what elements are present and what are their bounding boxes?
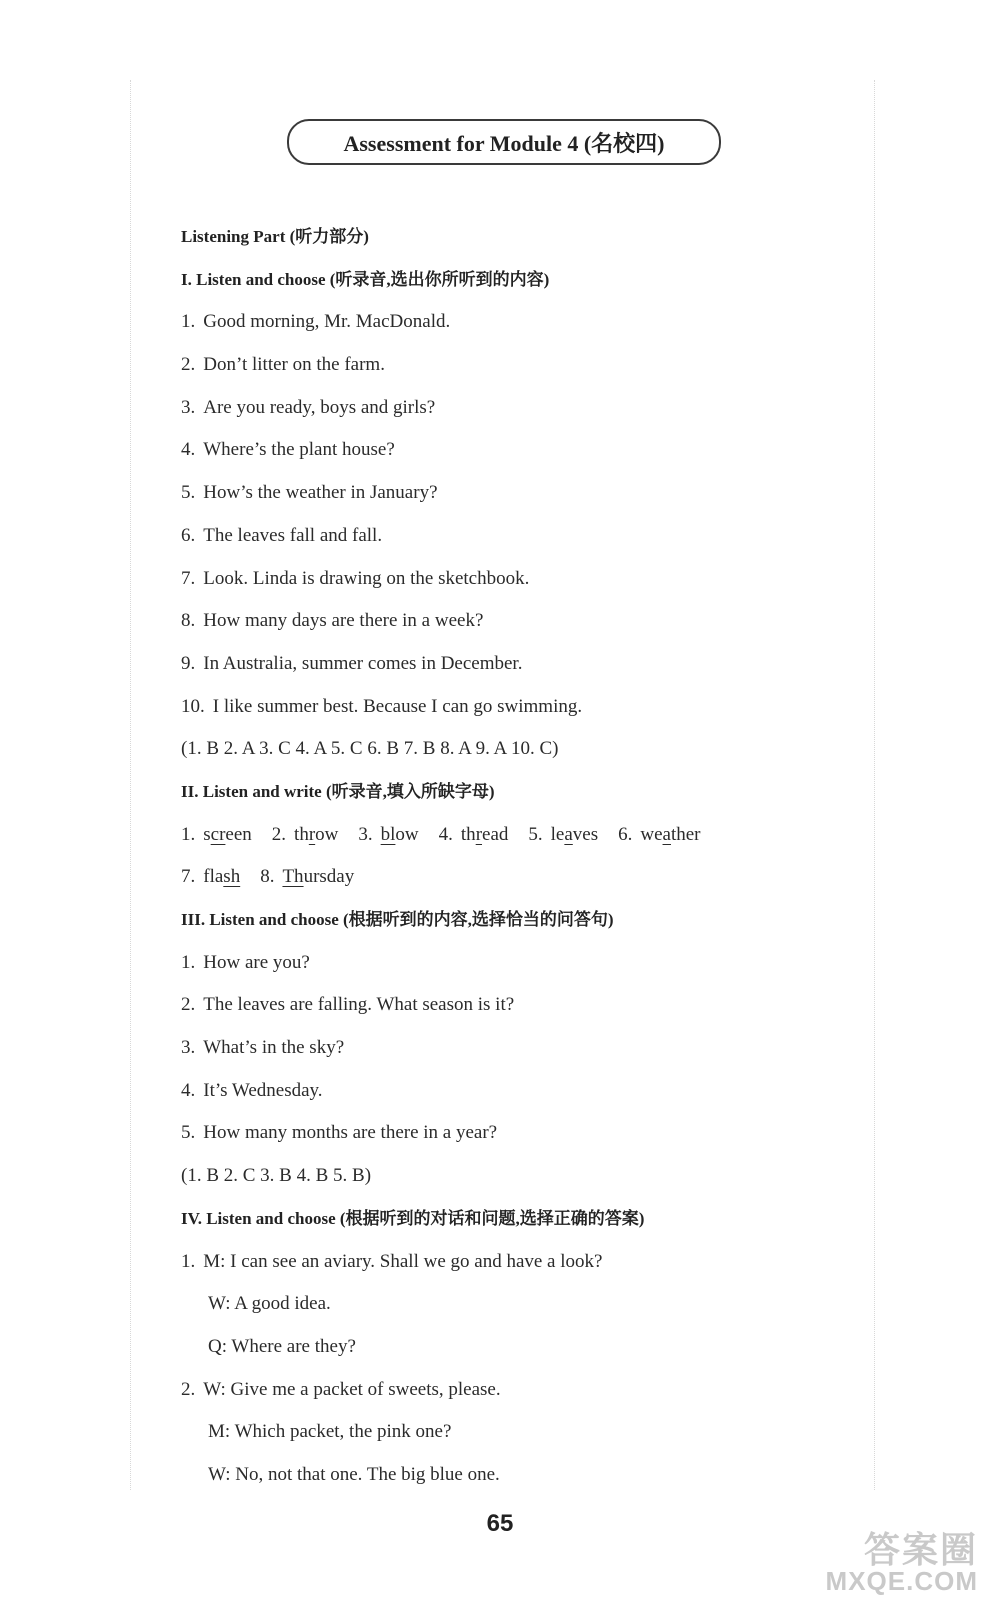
item-text: M: I can see an aviary. Shall we go and have a look? — [203, 1250, 603, 1272]
word-part: ow — [395, 823, 419, 845]
item-text: Don’t litter on the farm. — [203, 354, 385, 376]
word — [381, 824, 419, 845]
item-number: 1. — [181, 823, 196, 845]
list-item — [181, 1112, 861, 1155]
section-heading: III. Listen and choose (根据听到的内容,选择恰当的问答句) — [181, 910, 614, 929]
list-item — [181, 942, 861, 985]
item-number: 3. — [181, 396, 196, 418]
item-text: Are you ready, boys and girls? — [203, 396, 436, 418]
item-number: 4. — [181, 1079, 196, 1101]
item-number: 1. — [181, 1250, 196, 1272]
item-number: 7. — [181, 567, 196, 589]
answer-content — [181, 216, 861, 1497]
item-number: 2. — [181, 1378, 196, 1400]
list-item — [181, 984, 861, 1027]
missing-letters: sh — [223, 866, 241, 888]
section-heading: I. Listen and choose (听录音,选出你所听到的内容) — [181, 269, 550, 289]
item-number: 5. — [181, 1122, 196, 1144]
list-item — [181, 515, 861, 558]
item-number: 8. — [260, 866, 275, 888]
item-text: W: Give me a packet of sweets, please. — [203, 1378, 501, 1400]
watermark-en: MXQE.COM — [825, 1566, 978, 1596]
item-number: 9. — [181, 652, 196, 674]
dialogue-line: W: A good idea. — [208, 1293, 331, 1315]
answer-key: (1. B 2. C 3. B 4. B 5. B) — [181, 1165, 372, 1187]
item-text: In Australia, summer comes in December. — [203, 652, 523, 674]
item-text: Good morning, Mr. MacDonald. — [203, 311, 451, 333]
item-number: 3. — [181, 1037, 196, 1059]
watermark-cn: 答案圈 — [863, 1529, 978, 1570]
assessment-title-text: Assessment for Module 4 (名校四) — [343, 130, 665, 156]
word-part: ves — [572, 823, 599, 845]
item-number: 10. — [181, 695, 205, 717]
answer-words-row — [181, 814, 861, 857]
item-number: 2. — [181, 994, 196, 1016]
right-margin-line — [874, 80, 875, 1490]
missing-letters: cr — [210, 823, 226, 845]
dialogue-line: Q: Where are they? — [208, 1335, 356, 1357]
list-item — [181, 643, 861, 686]
item-text: Look. Linda is drawing on the sketchbook. — [203, 567, 530, 589]
item-number: 7. — [181, 866, 196, 888]
item-number: 5. — [528, 823, 543, 845]
item-text: It’s Wednesday. — [203, 1079, 323, 1101]
item-number: 6. — [181, 524, 196, 546]
word-part: s — [203, 823, 211, 845]
word — [203, 866, 240, 887]
list-item — [181, 1241, 861, 1284]
missing-letters: r — [475, 823, 483, 845]
word-part: fla — [203, 866, 224, 888]
list-item — [181, 1070, 861, 1113]
missing-letters: bl — [380, 823, 396, 845]
word — [203, 824, 252, 845]
item-number: 8. — [181, 610, 196, 632]
answer-key: (1. B 2. A 3. C 4. A 5. C 6. B 7. B 8. A 9. A 10. C) — [181, 738, 559, 760]
list-item — [181, 1027, 861, 1070]
word-part: le — [550, 823, 565, 845]
item-text: Where’s the plant house? — [203, 439, 395, 461]
list-item — [181, 686, 861, 729]
list-item — [181, 301, 861, 344]
missing-letters: r — [308, 823, 316, 845]
item-number: 2. — [181, 354, 196, 376]
item-number: 1. — [181, 951, 196, 973]
word-part: ead — [482, 823, 509, 845]
answer-word — [439, 814, 509, 857]
section-heading: II. Listen and write (听录音,填入所缺字母) — [181, 781, 495, 801]
left-margin-line — [130, 80, 131, 1490]
list-item — [181, 1369, 861, 1412]
item-text: The leaves are falling. What season is it? — [203, 994, 515, 1016]
list-item — [181, 387, 861, 430]
list-item — [181, 600, 861, 643]
word-part: th — [294, 823, 309, 845]
assessment-title — [287, 119, 721, 165]
missing-letters: a — [564, 823, 573, 845]
word — [282, 866, 354, 887]
word — [294, 824, 338, 845]
word-part: ther — [670, 823, 701, 845]
item-number: 2. — [271, 823, 287, 845]
word-part: we — [640, 823, 663, 845]
word-part: ursday — [303, 866, 355, 888]
item-number: 1. — [181, 311, 196, 333]
word — [461, 824, 508, 845]
answer-word — [528, 814, 598, 857]
answer-words-row — [181, 856, 861, 899]
item-text: The leaves fall and fall. — [203, 524, 383, 546]
word-part: th — [460, 823, 476, 845]
page-number: 65 — [486, 1510, 514, 1537]
item-text: I like summer best. Because I can go swimming. — [212, 695, 583, 717]
dialogue-line: M: Which packet, the pink one? — [208, 1421, 452, 1443]
item-number: 5. — [181, 482, 196, 504]
answer-word — [618, 814, 700, 857]
answer-word — [181, 856, 240, 899]
item-text: What’s in the sky? — [203, 1037, 345, 1059]
word-part: ow — [315, 823, 339, 845]
dialogue-line: W: No, not that one. The big blue one. — [208, 1463, 500, 1485]
word — [640, 824, 700, 845]
item-text: How many days are there in a week? — [203, 610, 484, 632]
item-text: How’s the weather in January? — [203, 482, 438, 504]
list-item — [181, 472, 861, 515]
item-number: 4. — [438, 823, 453, 845]
missing-letters: a — [662, 823, 671, 845]
word-part: een — [225, 823, 252, 845]
item-number: 6. — [618, 823, 633, 845]
item-text: How are you? — [203, 951, 310, 973]
list-item — [181, 344, 861, 387]
section-heading: Listening Part (听力部分) — [181, 227, 369, 246]
answer-word — [181, 814, 252, 857]
item-number: 4. — [181, 439, 196, 461]
answer-word — [260, 856, 354, 899]
section-heading: IV. Listen and choose (根据听到的对话和问题,选择正确的答案) — [181, 1208, 645, 1228]
answer-word — [358, 814, 418, 857]
word — [551, 824, 598, 845]
missing-letters: Th — [282, 866, 304, 888]
answer-word — [272, 814, 339, 857]
watermark-logo — [825, 1529, 978, 1596]
list-item — [181, 558, 861, 601]
item-text: How many months are there in a year? — [203, 1122, 498, 1144]
item-number: 3. — [358, 823, 373, 845]
list-item — [181, 429, 861, 472]
